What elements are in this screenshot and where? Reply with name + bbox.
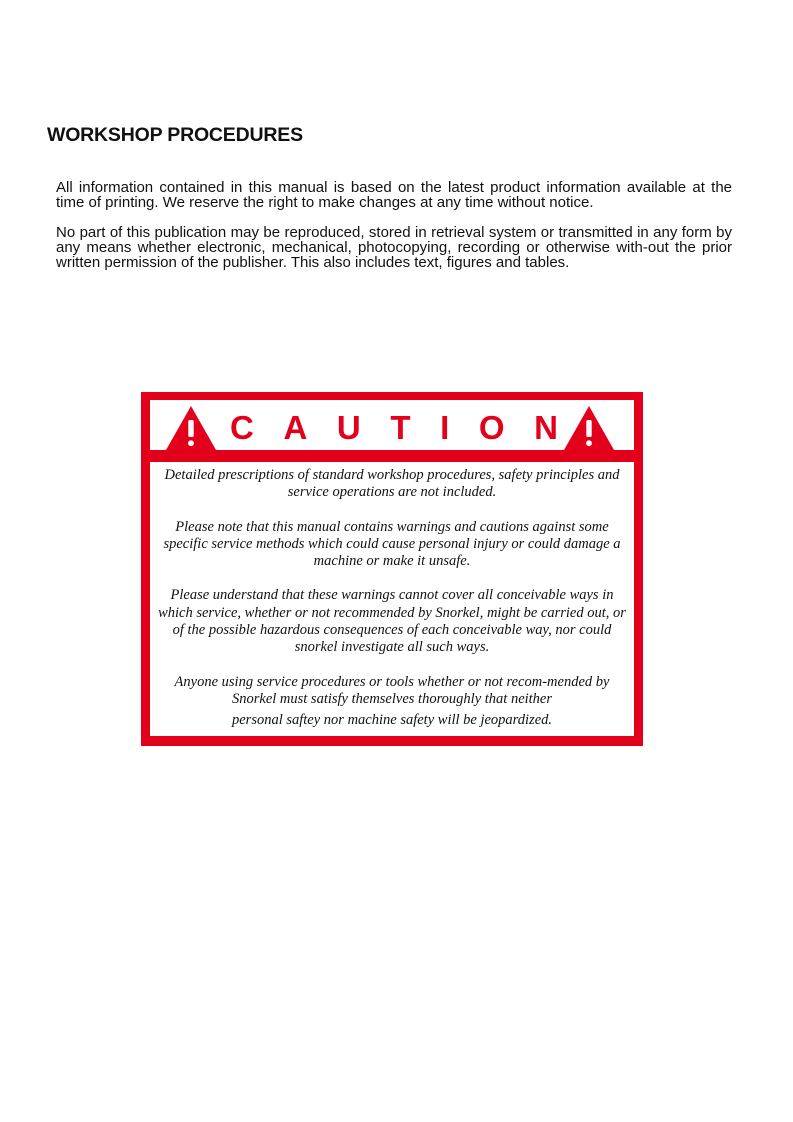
caution-letter: C	[230, 409, 254, 446]
caution-letter: U	[336, 409, 361, 446]
caution-heading	[230, 408, 558, 448]
page-title: WORKSHOP PROCEDURES	[47, 124, 303, 146]
caution-paragraph: Anyone using service procedures or tools whether or not recom-mended by Snorkel must satisfy themselves thoroughly that neither	[174, 673, 610, 707]
caution-paragraph: Please understand that these warnings cannot cover all conceivable ways in which service, whether or not recommended by Snorkel, might be carried out, or of the possible hazardous consequences of each conceivable way, nor could snorkel investigate all such ways.	[158, 587, 626, 656]
caution-letter: I	[440, 409, 450, 446]
caution-header	[150, 400, 634, 450]
warning-triangle-icon	[563, 405, 615, 451]
caution-body	[150, 462, 634, 736]
caution-letter: A	[283, 409, 308, 446]
caution-paragraph: Please note that this manual contains warnings and cautions against some specific service methods which could cause personal injury or could damage a machine or make it unsafe.	[163, 518, 621, 570]
caution-letter: O	[478, 409, 505, 446]
caution-letter: N	[534, 409, 558, 446]
caution-divider	[150, 450, 634, 456]
intro-paragraph-copyright: No part of this publication may be reproduced, stored in retrieval system or transmitted in any form by any means whether electronic, mechanical, photocopying, recording or otherwise with-out the prior written permission of the publisher. This also includes text, figures and tables.	[56, 224, 732, 271]
warning-triangle-icon	[165, 405, 217, 451]
caution-sign	[141, 392, 643, 746]
intro-paragraph-disclaimer: All information contained in this manual is based on the latest product information available at the time of printing. We reserve the right to make changes at any time without notice.	[56, 179, 732, 211]
caution-paragraph: Detailed prescriptions of standard workshop procedures, safety principles and service operations are not included.	[164, 467, 620, 501]
caution-paragraph: personal saftey nor machine safety will be jeopardized.	[231, 712, 553, 729]
caution-letter: T	[390, 409, 411, 446]
